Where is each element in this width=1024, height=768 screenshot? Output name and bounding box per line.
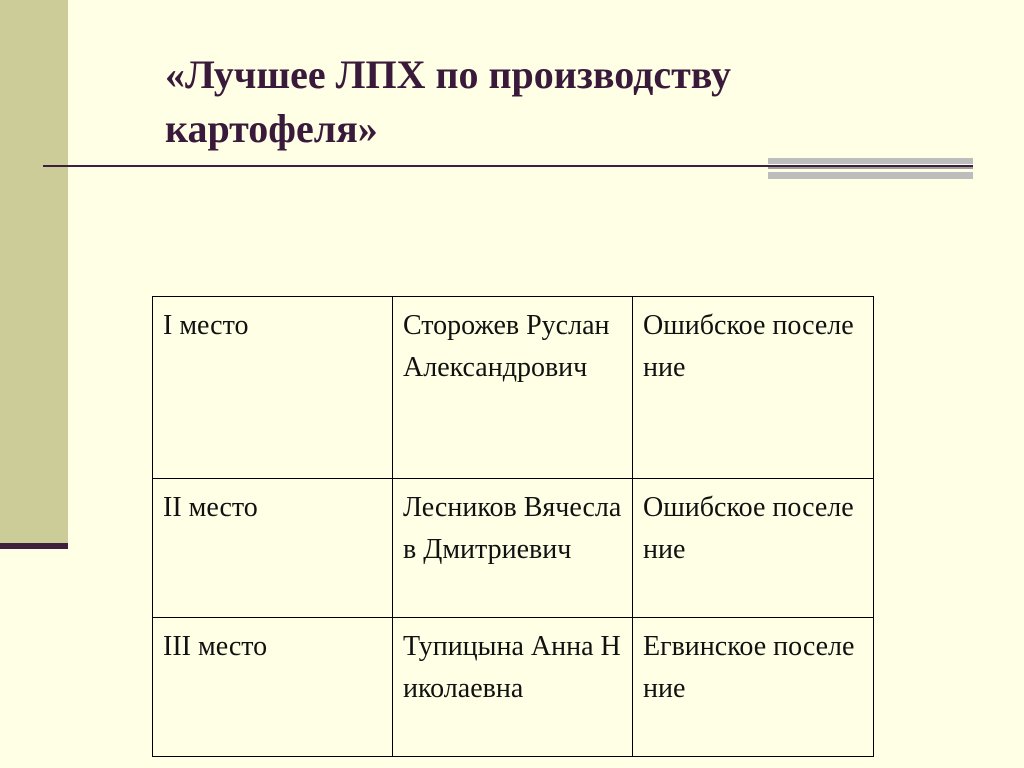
winner-name-cell: Лесников Вячеслав Дмитриевич <box>393 479 633 618</box>
table-row <box>153 479 874 618</box>
place-cell: III место <box>153 618 393 757</box>
table-row <box>153 297 874 479</box>
place-cell: II место <box>153 479 393 618</box>
winners-table <box>152 296 874 757</box>
settlement-cell: Ошибское поселение <box>633 479 874 618</box>
winner-name-cell: Сторожев Руслан Александрович <box>393 297 633 479</box>
settlement-cell: Егвинское поселение <box>633 618 874 757</box>
left-decorative-band <box>0 0 68 543</box>
title-divider-accent <box>768 158 973 179</box>
place-cell: I место <box>153 297 393 479</box>
winner-name-cell: Тупицына Анна Николаевна <box>393 618 633 757</box>
settlement-cell: Ошибское поселение <box>633 297 874 479</box>
left-accent-line <box>0 543 68 549</box>
slide-title: «Лучшее ЛПХ по производству картофеля» <box>165 52 731 151</box>
table-row <box>153 618 874 757</box>
